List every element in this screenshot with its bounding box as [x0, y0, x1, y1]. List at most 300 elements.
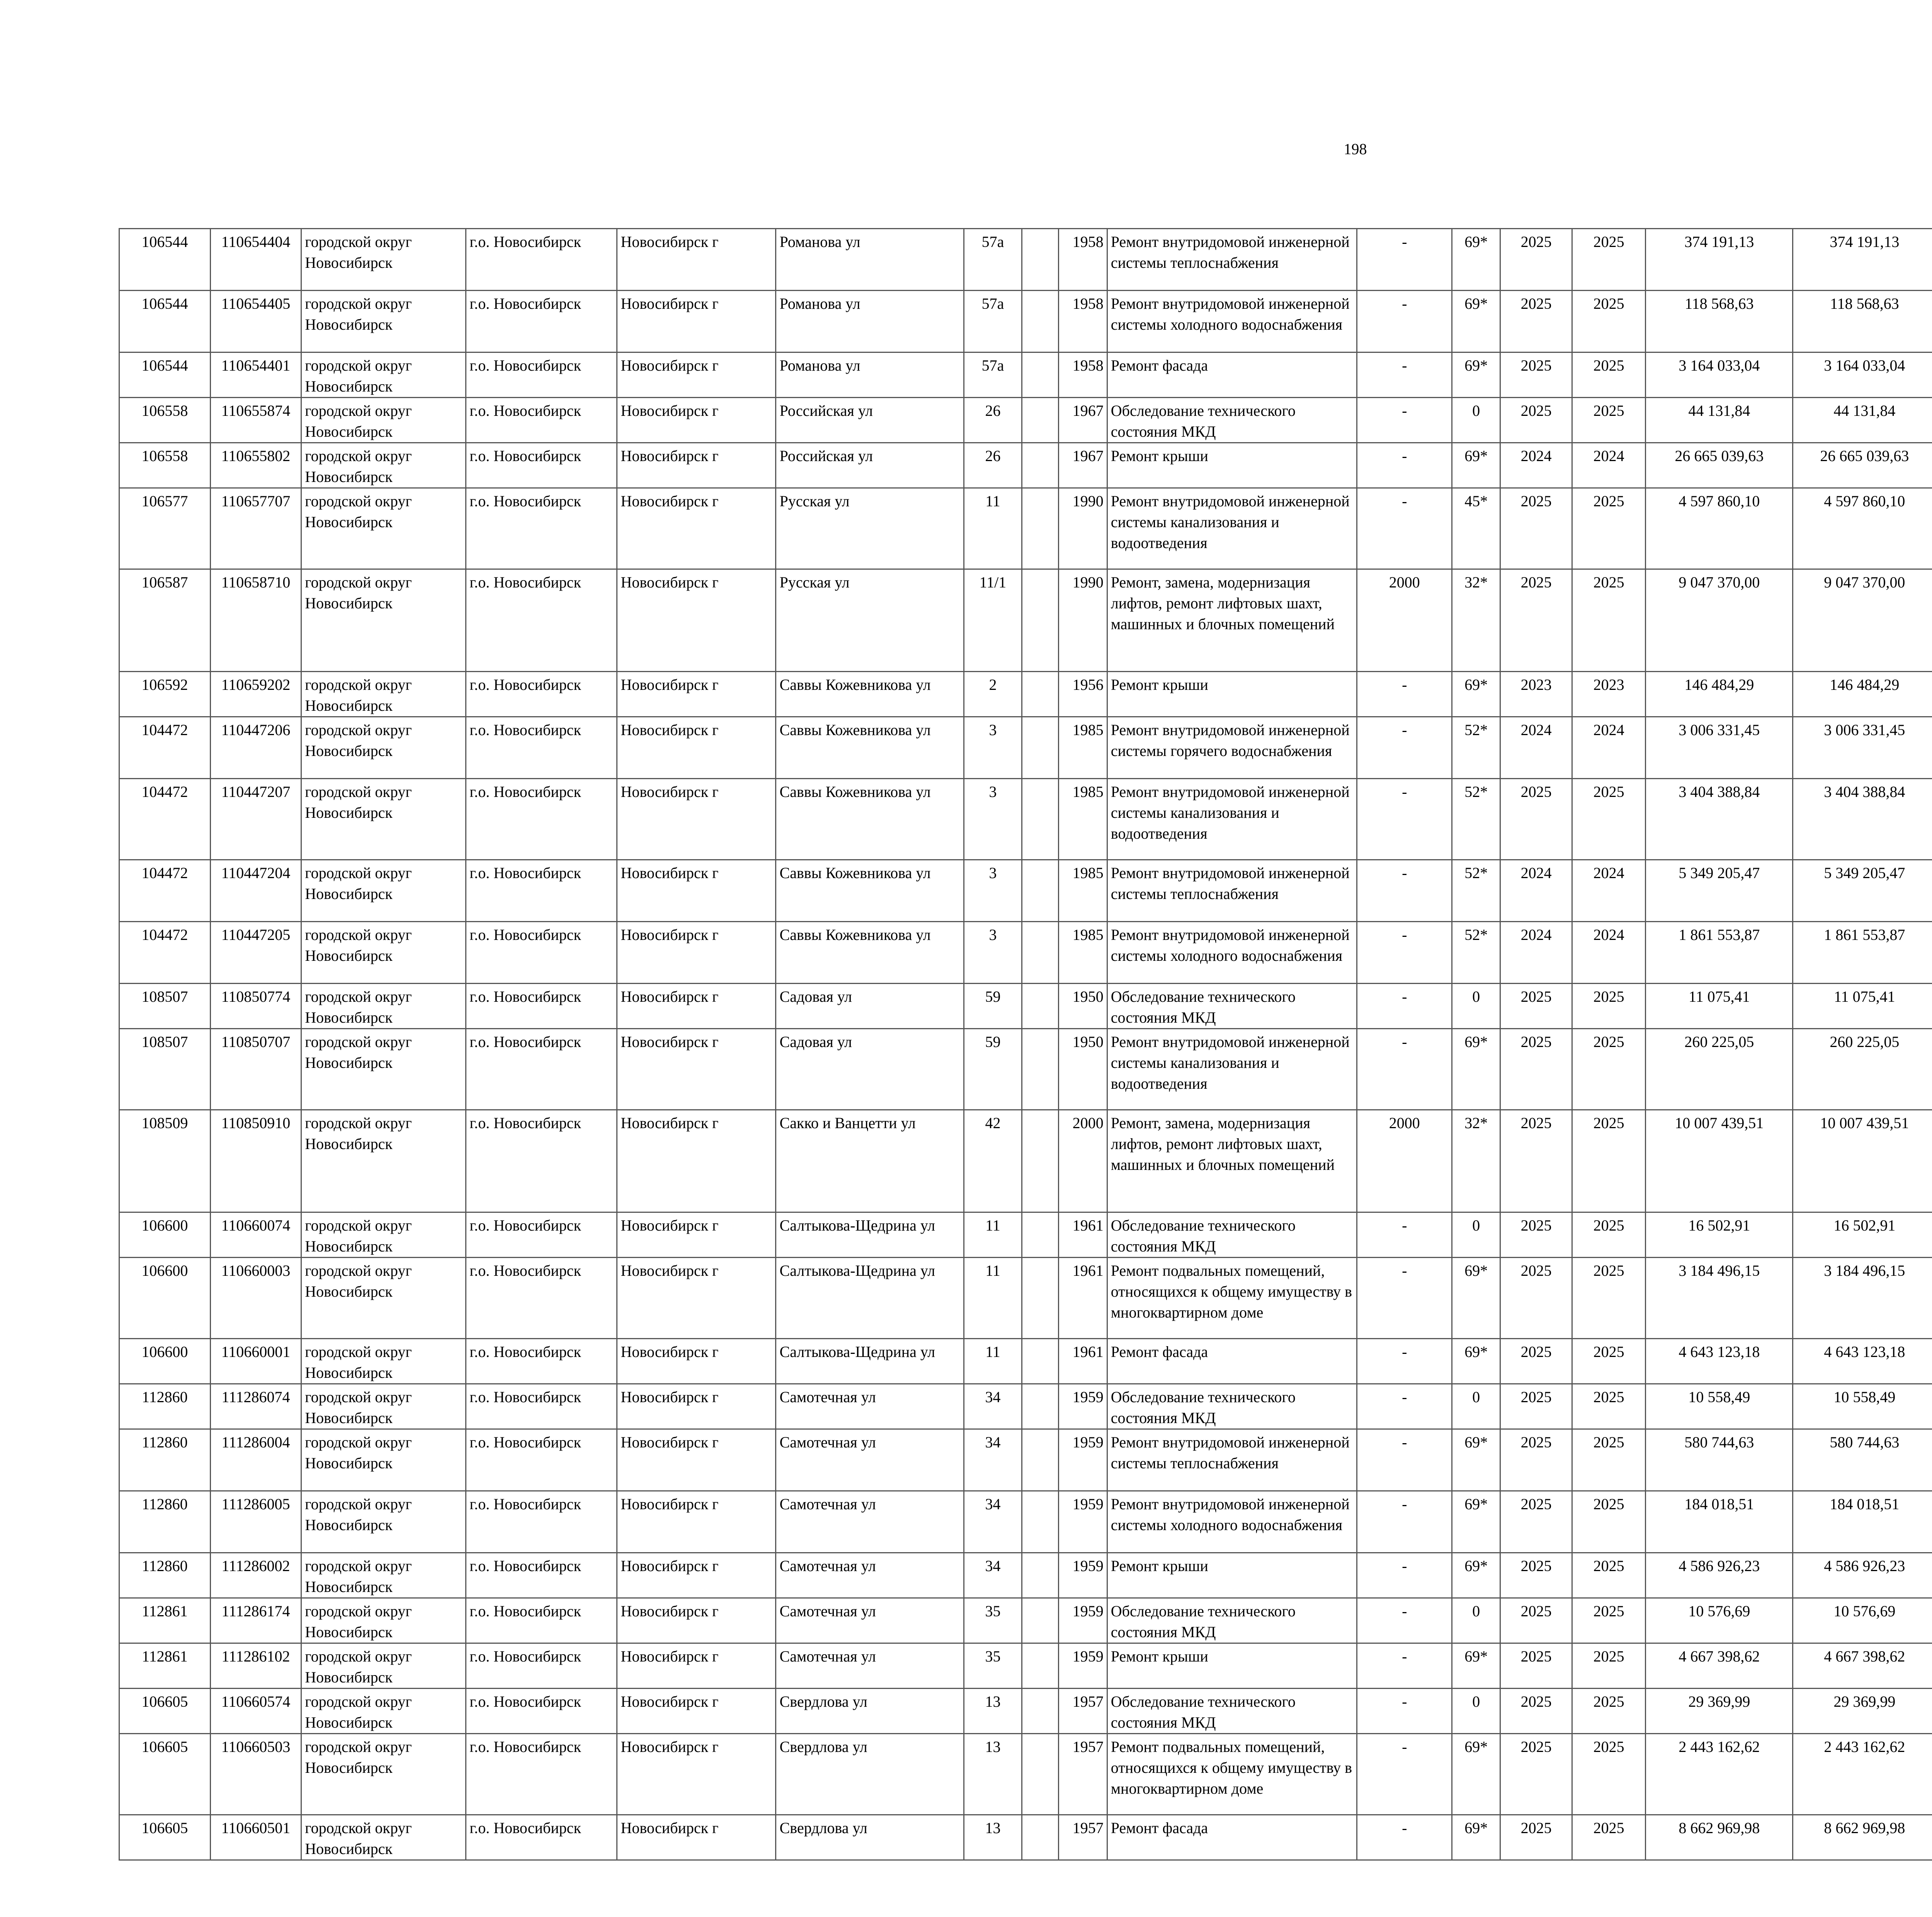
fund-cost: 580 744,63	[1793, 1429, 1932, 1491]
year-from: 2025	[1500, 1429, 1572, 1491]
work-type: Обследование технического состояния МКД	[1107, 1689, 1357, 1734]
row-code: 110655802	[210, 443, 301, 488]
street-name: Российская ул	[776, 443, 964, 488]
district-name: городской округ Новосибирск	[301, 1384, 466, 1429]
year-built: 1958	[1059, 291, 1107, 352]
extra-cell	[1022, 352, 1059, 398]
district-name: городской округ Новосибирск	[301, 1643, 466, 1689]
row-code: 110447207	[210, 779, 301, 860]
locality-name: Новосибирск г	[617, 1643, 776, 1689]
row-code: 110850910	[210, 1110, 301, 1212]
municipality-name: г.о. Новосибирск	[466, 1429, 617, 1491]
work-type: Ремонт внутридомовой инженерной системы канализования и водоотведения	[1107, 779, 1357, 860]
district-name: городской округ Новосибирск	[301, 779, 466, 860]
locality-name: Новосибирск г	[617, 717, 776, 779]
row-id: 104472	[119, 922, 211, 984]
municipality-name: г.о. Новосибирск	[466, 1734, 617, 1815]
locality-name: Новосибирск г	[617, 229, 776, 291]
locality-name: Новосибирск г	[617, 1212, 776, 1258]
wear-percent: 69*	[1452, 1029, 1500, 1110]
municipality-name: г.о. Новосибирск	[466, 1212, 617, 1258]
year-from: 2025	[1500, 1212, 1572, 1258]
lift-year: -	[1357, 779, 1452, 860]
row-id: 106600	[119, 1339, 211, 1384]
locality-name: Новосибирск г	[617, 488, 776, 569]
extra-cell	[1022, 229, 1059, 291]
work-type: Ремонт внутридомовой инженерной системы теплоснабжения	[1107, 229, 1357, 291]
street-name: Самотечная ул	[776, 1643, 964, 1689]
house-number: 13	[964, 1689, 1022, 1734]
row-code: 110660574	[210, 1689, 301, 1734]
year-built: 1990	[1059, 569, 1107, 672]
locality-name: Новосибирск г	[617, 984, 776, 1029]
street-name: Саввы Кожевникова ул	[776, 922, 964, 984]
wear-percent: 69*	[1452, 1491, 1500, 1553]
total-cost: 10 576,69	[1646, 1598, 1793, 1643]
year-from: 2023	[1500, 672, 1572, 717]
row-code: 110658710	[210, 569, 301, 672]
municipality-name: г.о. Новосибирск	[466, 398, 617, 443]
row-code: 110660501	[210, 1815, 301, 1860]
fund-cost: 8 662 969,98	[1793, 1815, 1932, 1860]
street-name: Садовая ул	[776, 1029, 964, 1110]
work-type: Обследование технического состояния МКД	[1107, 984, 1357, 1029]
year-to: 2025	[1572, 1258, 1646, 1339]
extra-cell	[1022, 488, 1059, 569]
year-from: 2025	[1500, 1029, 1572, 1110]
extra-cell	[1022, 1258, 1059, 1339]
wear-percent: 0	[1452, 1689, 1500, 1734]
fund-cost: 1 861 553,87	[1793, 922, 1932, 984]
year-to: 2025	[1572, 984, 1646, 1029]
table-row	[119, 1491, 1932, 1553]
year-built: 1957	[1059, 1815, 1107, 1860]
row-id: 108507	[119, 1029, 211, 1110]
work-type: Ремонт внутридомовой инженерной системы холодного водоснабжения	[1107, 1491, 1357, 1553]
row-code: 111286004	[210, 1429, 301, 1491]
district-name: городской округ Новосибирск	[301, 860, 466, 922]
table-row	[119, 352, 1932, 398]
table-row	[119, 984, 1932, 1029]
year-from: 2025	[1500, 1384, 1572, 1429]
extra-cell	[1022, 398, 1059, 443]
work-type: Ремонт фасада	[1107, 1815, 1357, 1860]
municipality-name: г.о. Новосибирск	[466, 488, 617, 569]
fund-cost: 2 443 162,62	[1793, 1734, 1932, 1815]
fund-cost: 10 576,69	[1793, 1598, 1932, 1643]
year-from: 2025	[1500, 352, 1572, 398]
year-built: 1959	[1059, 1598, 1107, 1643]
district-name: городской округ Новосибирск	[301, 1110, 466, 1212]
row-code: 110654405	[210, 291, 301, 352]
year-built: 1957	[1059, 1734, 1107, 1815]
year-to: 2025	[1572, 1029, 1646, 1110]
row-code: 111286074	[210, 1384, 301, 1429]
street-name: Свердлова ул	[776, 1734, 964, 1815]
work-type: Ремонт внутридомовой инженерной системы горячего водоснабжения	[1107, 717, 1357, 779]
total-cost: 3 404 388,84	[1646, 779, 1793, 860]
street-name: Салтыкова-Щедрина ул	[776, 1212, 964, 1258]
row-code: 110654404	[210, 229, 301, 291]
year-to: 2024	[1572, 717, 1646, 779]
table-row	[119, 922, 1932, 984]
table-row	[119, 1384, 1932, 1429]
year-from: 2025	[1500, 229, 1572, 291]
wear-percent: 69*	[1452, 1553, 1500, 1598]
house-number: 34	[964, 1384, 1022, 1429]
table-row	[119, 488, 1932, 569]
wear-percent: 0	[1452, 398, 1500, 443]
extra-cell	[1022, 984, 1059, 1029]
year-from: 2025	[1500, 1734, 1572, 1815]
extra-cell	[1022, 569, 1059, 672]
year-built: 1990	[1059, 488, 1107, 569]
house-number: 13	[964, 1734, 1022, 1815]
fund-cost: 26 665 039,63	[1793, 443, 1932, 488]
house-number: 3	[964, 779, 1022, 860]
wear-percent: 69*	[1452, 1815, 1500, 1860]
row-id: 108507	[119, 984, 211, 1029]
table-row	[119, 1258, 1932, 1339]
lift-year: -	[1357, 1339, 1452, 1384]
street-name: Самотечная ул	[776, 1491, 964, 1553]
total-cost: 1 861 553,87	[1646, 922, 1793, 984]
row-id: 112860	[119, 1553, 211, 1598]
municipality-name: г.о. Новосибирск	[466, 717, 617, 779]
street-name: Романова ул	[776, 291, 964, 352]
street-name: Садовая ул	[776, 984, 964, 1029]
street-name: Сакко и Ванцетти ул	[776, 1110, 964, 1212]
table-row	[119, 1212, 1932, 1258]
district-name: городской округ Новосибирск	[301, 229, 466, 291]
extra-cell	[1022, 443, 1059, 488]
street-name: Салтыкова-Щедрина ул	[776, 1339, 964, 1384]
row-id: 104472	[119, 779, 211, 860]
year-built: 1959	[1059, 1643, 1107, 1689]
work-type: Ремонт внутридомовой инженерной системы канализования и водоотведения	[1107, 1029, 1357, 1110]
district-name: городской округ Новосибирск	[301, 922, 466, 984]
street-name: Саввы Кожевникова ул	[776, 779, 964, 860]
extra-cell	[1022, 1029, 1059, 1110]
municipality-name: г.о. Новосибирск	[466, 1384, 617, 1429]
fund-cost: 260 225,05	[1793, 1029, 1932, 1110]
year-to: 2023	[1572, 672, 1646, 717]
lift-year: -	[1357, 860, 1452, 922]
year-built: 1959	[1059, 1491, 1107, 1553]
lift-year: -	[1357, 1689, 1452, 1734]
work-type: Ремонт фасада	[1107, 1339, 1357, 1384]
lift-year: -	[1357, 398, 1452, 443]
total-cost: 118 568,63	[1646, 291, 1793, 352]
extra-cell	[1022, 1734, 1059, 1815]
house-number: 11	[964, 1212, 1022, 1258]
work-type: Ремонт крыши	[1107, 1553, 1357, 1598]
street-name: Саввы Кожевникова ул	[776, 672, 964, 717]
year-from: 2025	[1500, 569, 1572, 672]
total-cost: 580 744,63	[1646, 1429, 1793, 1491]
year-from: 2025	[1500, 779, 1572, 860]
house-number: 57а	[964, 352, 1022, 398]
year-built: 2000	[1059, 1110, 1107, 1212]
year-built: 1961	[1059, 1339, 1107, 1384]
table-row	[119, 1598, 1932, 1643]
table-row	[119, 672, 1932, 717]
total-cost: 44 131,84	[1646, 398, 1793, 443]
house-number: 26	[964, 443, 1022, 488]
district-name: городской округ Новосибирск	[301, 443, 466, 488]
wear-percent: 69*	[1452, 443, 1500, 488]
municipality-name: г.о. Новосибирск	[466, 229, 617, 291]
work-type: Ремонт подвальных помещений, относящихся к общему имуществу в многоквартирном доме	[1107, 1734, 1357, 1815]
municipality-name: г.о. Новосибирск	[466, 569, 617, 672]
wear-percent: 52*	[1452, 717, 1500, 779]
locality-name: Новосибирск г	[617, 1598, 776, 1643]
lift-year: -	[1357, 1491, 1452, 1553]
fund-cost: 5 349 205,47	[1793, 860, 1932, 922]
wear-percent: 0	[1452, 1212, 1500, 1258]
locality-name: Новосибирск г	[617, 1689, 776, 1734]
year-to: 2024	[1572, 922, 1646, 984]
municipality-name: г.о. Новосибирск	[466, 922, 617, 984]
capital-repair-table	[119, 228, 1932, 1861]
year-to: 2025	[1572, 1491, 1646, 1553]
total-cost: 29 369,99	[1646, 1689, 1793, 1734]
year-to: 2025	[1572, 1339, 1646, 1384]
house-number: 13	[964, 1815, 1022, 1860]
lift-year: -	[1357, 1553, 1452, 1598]
total-cost: 5 349 205,47	[1646, 860, 1793, 922]
street-name: Романова ул	[776, 352, 964, 398]
year-built: 1959	[1059, 1429, 1107, 1491]
fund-cost: 4 597 860,10	[1793, 488, 1932, 569]
year-to: 2025	[1572, 291, 1646, 352]
year-to: 2025	[1572, 488, 1646, 569]
extra-cell	[1022, 1384, 1059, 1429]
street-name: Свердлова ул	[776, 1815, 964, 1860]
district-name: городской округ Новосибирск	[301, 1598, 466, 1643]
row-code: 110660001	[210, 1339, 301, 1384]
house-number: 34	[964, 1553, 1022, 1598]
street-name: Салтыкова-Щедрина ул	[776, 1258, 964, 1339]
work-type: Ремонт фасада	[1107, 352, 1357, 398]
table-row	[119, 398, 1932, 443]
wear-percent: 45*	[1452, 488, 1500, 569]
municipality-name: г.о. Новосибирск	[466, 1689, 617, 1734]
locality-name: Новосибирск г	[617, 1491, 776, 1553]
row-id: 106544	[119, 291, 211, 352]
year-built: 1961	[1059, 1212, 1107, 1258]
district-name: городской округ Новосибирск	[301, 1429, 466, 1491]
district-name: городской округ Новосибирск	[301, 717, 466, 779]
extra-cell	[1022, 1598, 1059, 1643]
work-type: Ремонт внутридомовой инженерной системы теплоснабжения	[1107, 860, 1357, 922]
locality-name: Новосибирск г	[617, 1110, 776, 1212]
row-code: 111286005	[210, 1491, 301, 1553]
year-from: 2024	[1500, 922, 1572, 984]
street-name: Романова ул	[776, 229, 964, 291]
extra-cell	[1022, 922, 1059, 984]
municipality-name: г.о. Новосибирск	[466, 443, 617, 488]
extra-cell	[1022, 1491, 1059, 1553]
lift-year: -	[1357, 922, 1452, 984]
row-id: 112861	[119, 1598, 211, 1643]
row-code: 110850774	[210, 984, 301, 1029]
house-number: 42	[964, 1110, 1022, 1212]
wear-percent: 69*	[1452, 1339, 1500, 1384]
total-cost: 4 667 398,62	[1646, 1643, 1793, 1689]
district-name: городской округ Новосибирск	[301, 672, 466, 717]
table-row	[119, 1110, 1932, 1212]
year-from: 2025	[1500, 1643, 1572, 1689]
year-from: 2025	[1500, 1815, 1572, 1860]
locality-name: Новосибирск г	[617, 672, 776, 717]
year-to: 2025	[1572, 1815, 1646, 1860]
municipality-name: г.о. Новосибирск	[466, 1339, 617, 1384]
house-number: 2	[964, 672, 1022, 717]
extra-cell	[1022, 779, 1059, 860]
table-row	[119, 1734, 1932, 1815]
work-type: Ремонт, замена, модернизация лифтов, ремонт лифтовых шахт, машинных и блочных помещений	[1107, 569, 1357, 672]
row-code: 110657707	[210, 488, 301, 569]
fund-cost: 16 502,91	[1793, 1212, 1932, 1258]
house-number: 59	[964, 984, 1022, 1029]
extra-cell	[1022, 1689, 1059, 1734]
table-row	[119, 569, 1932, 672]
locality-name: Новосибирск г	[617, 1339, 776, 1384]
total-cost: 184 018,51	[1646, 1491, 1793, 1553]
year-from: 2025	[1500, 1491, 1572, 1553]
district-name: городской округ Новосибирск	[301, 1212, 466, 1258]
house-number: 11/1	[964, 569, 1022, 672]
fund-cost: 3 164 033,04	[1793, 352, 1932, 398]
lift-year: -	[1357, 291, 1452, 352]
year-to: 2025	[1572, 779, 1646, 860]
wear-percent: 69*	[1452, 1258, 1500, 1339]
year-from: 2025	[1500, 1339, 1572, 1384]
locality-name: Новосибирск г	[617, 398, 776, 443]
year-built: 1985	[1059, 717, 1107, 779]
lift-year: -	[1357, 1029, 1452, 1110]
street-name: Свердлова ул	[776, 1689, 964, 1734]
municipality-name: г.о. Новосибирск	[466, 1029, 617, 1110]
work-type: Ремонт внутридомовой инженерной системы теплоснабжения	[1107, 1429, 1357, 1491]
total-cost: 374 191,13	[1646, 229, 1793, 291]
fund-cost: 184 018,51	[1793, 1491, 1932, 1553]
municipality-name: г.о. Новосибирск	[466, 1815, 617, 1860]
year-from: 2025	[1500, 1110, 1572, 1212]
lift-year: -	[1357, 717, 1452, 779]
lift-year: -	[1357, 1258, 1452, 1339]
total-cost: 2 443 162,62	[1646, 1734, 1793, 1815]
street-name: Самотечная ул	[776, 1598, 964, 1643]
street-name: Русская ул	[776, 569, 964, 672]
row-code: 110447204	[210, 860, 301, 922]
work-type: Обследование технического состояния МКД	[1107, 398, 1357, 443]
row-id: 104472	[119, 717, 211, 779]
street-name: Русская ул	[776, 488, 964, 569]
wear-percent: 69*	[1452, 1429, 1500, 1491]
row-code: 110659202	[210, 672, 301, 717]
house-number: 35	[964, 1598, 1022, 1643]
year-from: 2025	[1500, 291, 1572, 352]
wear-percent: 69*	[1452, 229, 1500, 291]
year-to: 2025	[1572, 1598, 1646, 1643]
lift-year: -	[1357, 984, 1452, 1029]
lift-year: -	[1357, 672, 1452, 717]
district-name: городской округ Новосибирск	[301, 1689, 466, 1734]
row-code: 110660074	[210, 1212, 301, 1258]
house-number: 57а	[964, 229, 1022, 291]
total-cost: 260 225,05	[1646, 1029, 1793, 1110]
row-id: 106558	[119, 398, 211, 443]
municipality-name: г.о. Новосибирск	[466, 672, 617, 717]
year-to: 2025	[1572, 1734, 1646, 1815]
year-built: 1950	[1059, 1029, 1107, 1110]
table-row	[119, 1689, 1932, 1734]
house-number: 57а	[964, 291, 1022, 352]
fund-cost: 4 667 398,62	[1793, 1643, 1932, 1689]
work-type: Ремонт крыши	[1107, 672, 1357, 717]
fund-cost: 29 369,99	[1793, 1689, 1932, 1734]
year-to: 2025	[1572, 398, 1646, 443]
locality-name: Новосибирск г	[617, 443, 776, 488]
row-code: 110655874	[210, 398, 301, 443]
fund-cost: 44 131,84	[1793, 398, 1932, 443]
locality-name: Новосибирск г	[617, 291, 776, 352]
year-from: 2025	[1500, 1553, 1572, 1598]
year-built: 1958	[1059, 229, 1107, 291]
fund-cost: 9 047 370,00	[1793, 569, 1932, 672]
work-type: Ремонт внутридомовой инженерной системы холодного водоснабжения	[1107, 291, 1357, 352]
wear-percent: 32*	[1452, 1110, 1500, 1212]
row-id: 106605	[119, 1734, 211, 1815]
row-code: 110660003	[210, 1258, 301, 1339]
table-row	[119, 717, 1932, 779]
wear-percent: 69*	[1452, 291, 1500, 352]
lift-year: -	[1357, 443, 1452, 488]
table-row	[119, 1643, 1932, 1689]
year-built: 1985	[1059, 860, 1107, 922]
locality-name: Новосибирск г	[617, 1553, 776, 1598]
extra-cell	[1022, 1339, 1059, 1384]
total-cost: 4 597 860,10	[1646, 488, 1793, 569]
year-built: 1985	[1059, 779, 1107, 860]
lift-year: 2000	[1357, 1110, 1452, 1212]
street-name: Самотечная ул	[776, 1384, 964, 1429]
total-cost: 9 047 370,00	[1646, 569, 1793, 672]
work-type: Обследование технического состояния МКД	[1107, 1598, 1357, 1643]
table-row	[119, 1339, 1932, 1384]
total-cost: 3 006 331,45	[1646, 717, 1793, 779]
year-from: 2025	[1500, 398, 1572, 443]
municipality-name: г.о. Новосибирск	[466, 1110, 617, 1212]
row-id: 106600	[119, 1212, 211, 1258]
table-row	[119, 1029, 1932, 1110]
locality-name: Новосибирск г	[617, 352, 776, 398]
page-number: 198	[1344, 140, 1367, 158]
house-number: 59	[964, 1029, 1022, 1110]
house-number: 26	[964, 398, 1022, 443]
row-id: 106544	[119, 352, 211, 398]
street-name: Саввы Кожевникова ул	[776, 860, 964, 922]
municipality-name: г.о. Новосибирск	[466, 352, 617, 398]
row-id: 104472	[119, 860, 211, 922]
municipality-name: г.о. Новосибирск	[466, 860, 617, 922]
district-name: городской округ Новосибирск	[301, 569, 466, 672]
district-name: городской округ Новосибирск	[301, 291, 466, 352]
row-id: 106577	[119, 488, 211, 569]
year-to: 2025	[1572, 229, 1646, 291]
